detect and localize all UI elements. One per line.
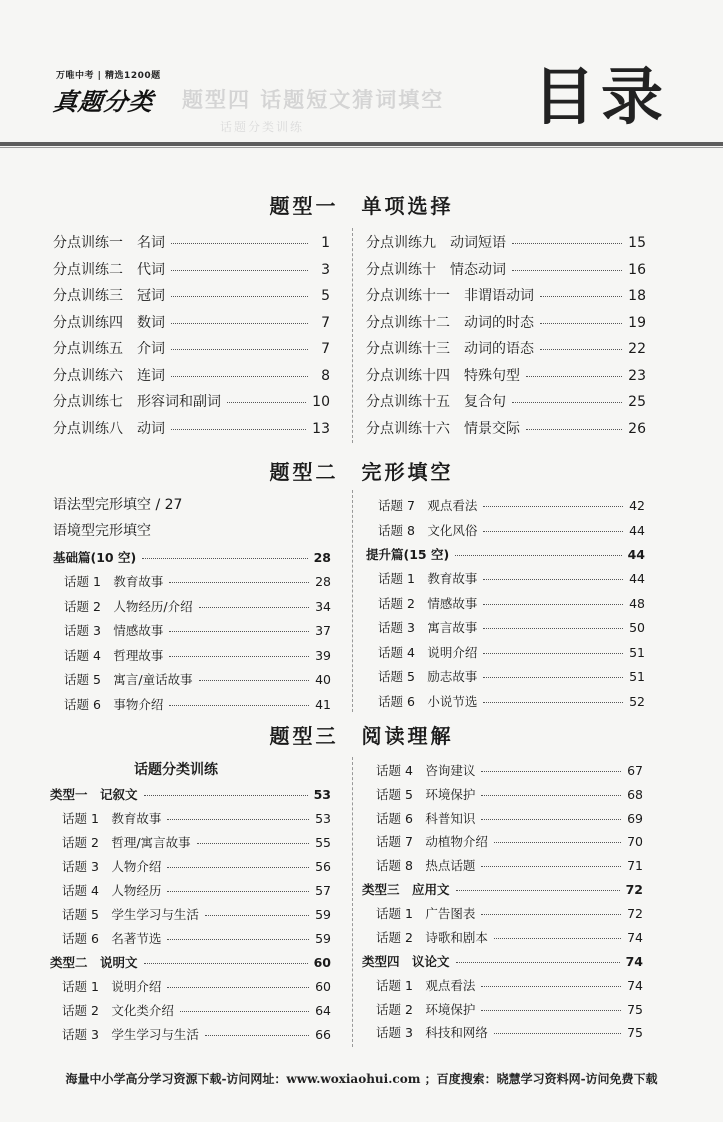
toc-subhead-topic-training: 话题分类训练 xyxy=(134,762,218,778)
toc-entry-label: 话题 8 文化风俗 xyxy=(378,523,478,538)
toc-entry-page: 53 xyxy=(313,787,331,802)
toc-entry-page: 18 xyxy=(628,288,646,304)
toc-entry[interactable] xyxy=(366,312,646,332)
toc-entry-label: 分点训练七 形容词和副词 xyxy=(53,394,221,410)
toc-entry-page: 55 xyxy=(315,835,331,850)
toc-entry-label: 话题 3 学生学习与生活 xyxy=(62,1027,199,1042)
toc-entry-page: 69 xyxy=(627,810,643,826)
toc-entry-page: 75 xyxy=(627,1001,643,1017)
toc-entry[interactable] xyxy=(376,856,643,874)
toc-entry[interactable] xyxy=(62,809,331,827)
brand-text: 万唯中考 | 精选1200题 xyxy=(56,71,161,81)
toc-entry-page: 34 xyxy=(315,598,331,614)
toc-entry[interactable] xyxy=(366,391,646,411)
dot-leader xyxy=(483,579,623,580)
toc-entry[interactable] xyxy=(53,365,330,385)
toc-entry[interactable] xyxy=(64,597,331,615)
toc-entry-label: 话题 6 科普知识 xyxy=(376,810,476,826)
toc-entry-label: 分点训练三 冠词 xyxy=(53,288,165,304)
toc-entry-page: 51 xyxy=(629,669,645,684)
dot-leader xyxy=(167,891,309,892)
toc-entry-page: 3 xyxy=(321,261,330,278)
dot-leader xyxy=(456,890,620,891)
toc-entry-label: 话题 2 诗歌和剧本 xyxy=(376,930,488,945)
toc-entry-page: 70 xyxy=(627,834,643,850)
dot-leader xyxy=(227,402,306,403)
dot-leader xyxy=(167,987,309,988)
toc-entry[interactable] xyxy=(62,833,331,851)
dot-leader xyxy=(526,429,622,430)
dot-leader xyxy=(526,376,622,377)
dot-leader xyxy=(167,939,309,940)
dot-leader xyxy=(167,867,309,868)
toc-entry-page: 16 xyxy=(628,261,646,278)
toc-entry-label: 话题 5 寓言/童话故事 xyxy=(64,672,193,687)
dot-leader xyxy=(483,702,623,703)
dot-leader xyxy=(169,582,309,583)
toc-entry-page: 39 xyxy=(315,647,331,663)
toc-entry-label: 话题 2 情感故事 xyxy=(378,595,478,611)
toc-entry[interactable] xyxy=(62,857,331,875)
dot-leader xyxy=(197,843,309,844)
toc-entry-label: 提升篇(15 空) xyxy=(366,547,450,562)
toc-entry-label: 分点训练十一 非谓语动词 xyxy=(366,288,534,304)
toc-entry-label: 话题 8 热点话题 xyxy=(376,858,476,874)
dot-leader xyxy=(199,607,309,608)
toc-entry-label: 话题 4 哲理故事 xyxy=(64,647,164,663)
dot-leader xyxy=(483,653,623,654)
toc-entry-page: 10 xyxy=(312,394,330,410)
toc-entry-page: 44 xyxy=(629,523,645,538)
bleed-through-subtext: 话题分类训练 xyxy=(220,120,305,134)
toc-entry[interactable] xyxy=(366,545,645,563)
toc-entry-page: 44 xyxy=(629,571,645,586)
toc-entry-page: 19 xyxy=(628,314,646,331)
toc-entry-label: 话题 1 广告图表 xyxy=(376,906,476,921)
dot-leader xyxy=(171,296,308,297)
toc-entry-label: 基础篇(10 空) xyxy=(53,550,137,565)
dot-leader xyxy=(142,558,307,559)
dot-leader xyxy=(171,243,308,244)
toc-entry[interactable] xyxy=(362,880,643,898)
toc-entry-page: 56 xyxy=(315,859,331,874)
toc-entry-label: 分点训练十四 特殊句型 xyxy=(366,367,520,384)
section-title-reading: 题型三 阅读理解 xyxy=(269,724,454,748)
dot-leader xyxy=(483,604,623,605)
toc-entry[interactable] xyxy=(378,692,645,710)
toc-entry[interactable] xyxy=(376,904,643,922)
toc-entry[interactable] xyxy=(366,285,646,305)
header-rule xyxy=(0,142,723,146)
toc-entry[interactable] xyxy=(64,572,331,590)
toc-entry-label: 分点训练十二 动词的时态 xyxy=(366,314,534,331)
toc-entry-page: 75 xyxy=(627,1025,643,1040)
toc-entry-label: 分点训练十三 动词的语态 xyxy=(366,341,534,357)
toc-entry[interactable] xyxy=(50,953,331,971)
toc-entry-label: 话题 1 说明介绍 xyxy=(62,979,162,994)
dot-leader xyxy=(171,429,306,430)
toc-entry[interactable] xyxy=(378,643,645,661)
toc-entry[interactable] xyxy=(53,418,330,438)
dot-leader xyxy=(169,656,309,657)
toc-entry-page: 50 xyxy=(629,620,645,635)
toc-entry-label: 话题 4 人物经历 xyxy=(62,883,162,898)
dot-leader xyxy=(494,1033,621,1034)
toc-entry-page: 71 xyxy=(627,858,643,874)
series-logo: 真题分类 xyxy=(51,88,156,116)
toc-entry-label: 话题 3 科技和网络 xyxy=(376,1025,488,1040)
toc-entry-page: 51 xyxy=(629,644,645,660)
toc-entry[interactable] xyxy=(53,391,330,411)
dot-leader xyxy=(540,296,622,297)
dot-leader xyxy=(483,628,623,629)
toc-entry-page: 15 xyxy=(628,235,646,251)
toc-entry-page: 68 xyxy=(627,786,643,802)
toc-entry[interactable] xyxy=(64,646,331,664)
toc-entry[interactable] xyxy=(62,929,331,947)
toc-entry-label: 话题 1 教育故事 xyxy=(64,574,164,589)
toc-entry-label: 类型二 说明文 xyxy=(50,955,138,970)
dot-leader xyxy=(171,376,308,377)
toc-entry-page: 8 xyxy=(321,367,330,384)
section-title-single-choice: 题型一 单项选择 xyxy=(269,194,454,218)
toc-entry-page: 37 xyxy=(315,623,331,638)
toc-entry-page: 26 xyxy=(628,420,646,437)
toc-entry[interactable] xyxy=(376,976,643,994)
dot-leader xyxy=(171,323,308,324)
toc-entry-page: 42 xyxy=(629,498,645,513)
toc-entry-page: 7 xyxy=(321,314,330,331)
dot-leader xyxy=(180,1011,309,1012)
dot-leader xyxy=(540,323,622,324)
dot-leader xyxy=(456,962,620,963)
toc-entry-label: 话题 2 环境保护 xyxy=(376,1001,476,1017)
toc-entry[interactable] xyxy=(376,928,643,946)
dot-leader xyxy=(494,938,621,939)
dot-leader xyxy=(483,531,623,532)
toc-entry-page: 7 xyxy=(321,341,330,357)
bleed-through-text: 题型四 话题短文猜词填空 xyxy=(182,88,445,112)
dot-leader xyxy=(171,349,308,350)
toc-entry-label: 话题 6 事物介绍 xyxy=(64,696,164,712)
toc-entry-page: 67 xyxy=(627,763,643,778)
toc-entry-label: 话题 7 观点看法 xyxy=(378,498,478,513)
toc-entry[interactable] xyxy=(376,1000,643,1018)
dot-leader xyxy=(481,771,621,772)
toc-entry[interactable] xyxy=(376,761,643,779)
toc-entry-page: 64 xyxy=(315,1003,331,1018)
toc-entry-label: 话题 3 情感故事 xyxy=(64,623,164,638)
toc-entry[interactable] xyxy=(378,496,645,514)
toc-entry[interactable] xyxy=(64,670,331,688)
dot-leader xyxy=(481,1010,621,1011)
toc-entry-label: 话题 5 学生学习与生活 xyxy=(62,907,199,922)
toc-entry-label: 分点训练十六 情景交际 xyxy=(366,420,520,437)
toc-entry-label: 话题 6 小说节选 xyxy=(378,693,478,709)
toc-entry-page: 22 xyxy=(628,341,646,357)
toc-entry-label: 分点训练九 动词短语 xyxy=(366,235,506,251)
toc-entry-grammar-cloze[interactable]: 语法型完形填空 / 27 xyxy=(53,497,183,513)
toc-entry-page: 25 xyxy=(628,394,646,410)
toc-entry-page: 59 xyxy=(315,931,331,946)
toc-entry[interactable] xyxy=(376,785,643,803)
toc-entry-page: 23 xyxy=(628,367,646,384)
toc-entry-label: 分点训练六 连词 xyxy=(53,367,165,384)
dot-leader xyxy=(540,349,622,350)
dot-leader xyxy=(144,963,308,964)
toc-entry-page: 44 xyxy=(627,547,645,562)
toc-entry-label: 话题 4 咨询建议 xyxy=(376,763,476,778)
toc-entry-page: 72 xyxy=(625,882,643,897)
toc-entry[interactable] xyxy=(366,418,646,438)
toc-entry-page: 74 xyxy=(627,978,643,993)
toc-entry[interactable] xyxy=(362,952,643,970)
toc-entry-label: 类型一 记叙文 xyxy=(50,787,138,802)
toc-entry-label: 话题 7 动植物介绍 xyxy=(376,834,488,850)
dot-leader xyxy=(171,270,308,271)
column-divider xyxy=(352,757,353,1047)
toc-entry-label: 话题 3 人物介绍 xyxy=(62,859,162,874)
dot-leader xyxy=(481,914,621,915)
toc-entry-page: 5 xyxy=(321,288,330,304)
dot-leader xyxy=(483,506,623,507)
toc-entry-page: 53 xyxy=(315,811,331,826)
toc-entry[interactable] xyxy=(64,695,331,713)
toc-entry-page: 66 xyxy=(315,1027,331,1042)
footer-notice: 海量中小学高分学习资源下载-访问网址：www.woxiaohui.com ；百度搜索：晓慧学习资料网-访问免费下载 xyxy=(65,1072,658,1086)
toc-entry-label: 分点训练八 动词 xyxy=(53,420,165,437)
toc-entry-page: 72 xyxy=(627,906,643,921)
toc-entry-page: 48 xyxy=(629,595,645,611)
toc-entry[interactable] xyxy=(366,232,646,252)
toc-entry-label: 话题 1 观点看法 xyxy=(376,978,476,993)
toc-entry-label: 话题 4 说明介绍 xyxy=(378,644,478,660)
toc-entry[interactable] xyxy=(378,569,645,587)
toc-entry[interactable] xyxy=(376,809,643,827)
toc-entry[interactable] xyxy=(53,259,330,279)
toc-entry[interactable] xyxy=(53,338,330,358)
toc-entry-label: 类型四 议论文 xyxy=(362,954,450,969)
toc-entry[interactable] xyxy=(50,785,331,803)
toc-entry-label: 话题 5 励志故事 xyxy=(378,669,478,684)
dot-leader xyxy=(494,842,621,843)
dot-leader xyxy=(205,915,309,916)
dot-leader xyxy=(512,243,622,244)
toc-entry[interactable] xyxy=(62,977,331,995)
dot-leader xyxy=(169,705,309,706)
toc-entry-page: 28 xyxy=(315,574,331,589)
toc-entry[interactable] xyxy=(366,338,646,358)
toc-entry[interactable] xyxy=(53,548,331,566)
dot-leader xyxy=(455,555,621,556)
toc-entry-page: 59 xyxy=(315,907,331,922)
toc-entry-page: 40 xyxy=(315,672,331,687)
toc-entry-label: 话题 6 名著节选 xyxy=(62,931,162,946)
dot-leader xyxy=(512,402,622,403)
toc-entry[interactable] xyxy=(64,621,331,639)
section-title-cloze: 题型二 完形填空 xyxy=(269,460,454,484)
header-rule-thin xyxy=(0,147,723,148)
toc-entry-label: 话题 2 人物经历/介绍 xyxy=(64,598,193,614)
toc-entry-label: 分点训练四 数词 xyxy=(53,314,165,331)
dot-leader xyxy=(167,819,309,820)
dot-leader xyxy=(169,631,309,632)
dot-leader xyxy=(481,819,621,820)
dot-leader xyxy=(199,680,309,681)
toc-entry-page: 74 xyxy=(625,954,643,969)
column-divider xyxy=(352,228,353,443)
toc-entry-label: 分点训练十五 复合句 xyxy=(366,394,506,410)
toc-entry[interactable] xyxy=(62,905,331,923)
toc-entry[interactable] xyxy=(378,521,645,539)
dot-leader xyxy=(483,677,623,678)
dot-leader xyxy=(481,986,621,987)
toc-entry-label: 话题 3 寓言故事 xyxy=(378,620,478,635)
toc-entry-label: 话题 2 文化类介绍 xyxy=(62,1003,174,1018)
toc-entry[interactable] xyxy=(62,881,331,899)
dot-leader xyxy=(481,866,621,867)
toc-entry-page: 57 xyxy=(315,883,331,898)
dot-leader xyxy=(144,795,308,796)
toc-entry-label: 分点训练二 代词 xyxy=(53,261,165,278)
toc-entry-page: 1 xyxy=(321,235,330,251)
toc-entry[interactable] xyxy=(378,594,645,612)
toc-entry[interactable] xyxy=(376,1023,643,1041)
column-divider xyxy=(352,490,353,712)
toc-entry[interactable] xyxy=(62,1025,331,1043)
toc-entry-label: 话题 2 哲理/寓言故事 xyxy=(62,835,191,850)
page-title: 目录 xyxy=(533,60,670,133)
dot-leader xyxy=(481,795,621,796)
toc-entry-label: 类型三 应用文 xyxy=(362,882,450,897)
toc-entry[interactable] xyxy=(366,259,646,279)
toc-entry-page: 13 xyxy=(312,420,330,437)
toc-entry-page: 74 xyxy=(627,930,643,945)
toc-entry-page: 52 xyxy=(629,693,645,709)
toc-entry[interactable] xyxy=(378,618,645,636)
toc-entry-page: 60 xyxy=(315,979,331,994)
toc-entry-page: 28 xyxy=(313,550,331,565)
toc-entry[interactable] xyxy=(53,312,330,332)
toc-entry-label: 话题 1 教育故事 xyxy=(378,571,478,586)
toc-entry-label: 分点训练一 名词 xyxy=(53,235,165,251)
toc-entry-page: 41 xyxy=(315,696,331,712)
dot-leader xyxy=(512,270,622,271)
toc-entry[interactable] xyxy=(376,832,643,850)
dot-leader xyxy=(205,1035,309,1036)
toc-entry-label: 话题 5 环境保护 xyxy=(376,786,476,802)
toc-entry[interactable] xyxy=(53,232,330,252)
toc-entry[interactable] xyxy=(62,1001,331,1019)
toc-entry-label: 分点训练十 情态动词 xyxy=(366,261,506,278)
toc-entry-label: 分点训练五 介词 xyxy=(53,341,165,357)
toc-entry[interactable] xyxy=(53,285,330,305)
toc-entry[interactable] xyxy=(366,365,646,385)
toc-subhead-context-cloze: 语境型完形填空 xyxy=(53,523,151,539)
toc-entry-label: 话题 1 教育故事 xyxy=(62,811,162,826)
toc-entry-page: 60 xyxy=(313,955,331,970)
toc-entry[interactable] xyxy=(378,667,645,685)
